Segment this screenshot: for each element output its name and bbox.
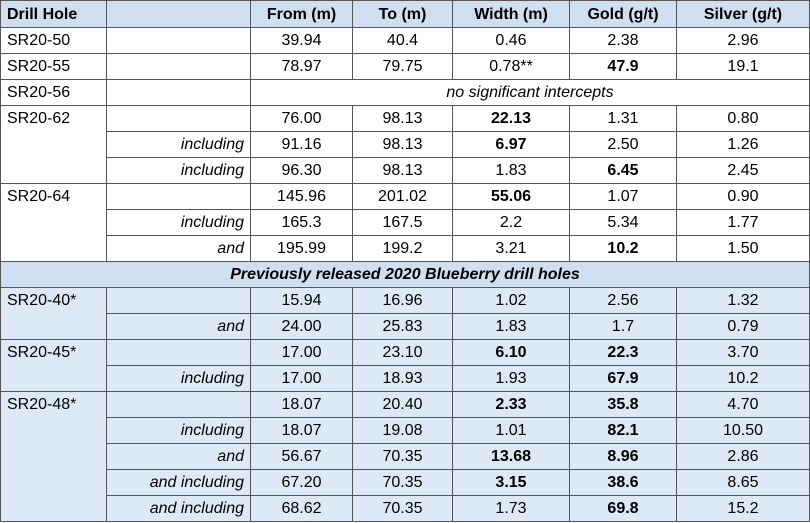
drill-hole-cell: SR20-62: [1, 106, 107, 184]
silver-cell: 10.50: [677, 418, 810, 444]
silver-cell: 2.45: [677, 158, 810, 184]
header-drill-hole: Drill Hole: [1, 1, 107, 28]
header-qualifier: [107, 1, 251, 28]
width-cell: 0.46: [453, 28, 570, 54]
gold-cell: 22.3: [570, 340, 677, 366]
qualifier-cell: including: [107, 418, 251, 444]
gold-cell: 2.56: [570, 288, 677, 314]
width-cell: 3.15: [453, 470, 570, 496]
gold-cell: 38.6: [570, 470, 677, 496]
gold-cell: 2.38: [570, 28, 677, 54]
table-row: [1, 80, 810, 106]
to-cell: 98.13: [353, 106, 453, 132]
to-cell: 98.13: [353, 158, 453, 184]
table-row: [1, 54, 810, 80]
qualifier-cell: [107, 80, 251, 106]
table-row: [1, 314, 810, 340]
from-cell: 165.3: [251, 210, 353, 236]
section-header-row: [1, 262, 810, 288]
section-title: Previously released 2020 Blueberry drill holes: [1, 262, 810, 288]
width-cell: 1.02: [453, 288, 570, 314]
qualifier-cell: [107, 392, 251, 418]
qualifier-cell: and including: [107, 496, 251, 522]
previous-results: [1, 288, 810, 522]
from-cell: 195.99: [251, 236, 353, 262]
width-cell: 13.68: [453, 444, 570, 470]
table-row: [1, 210, 810, 236]
from-cell: 67.20: [251, 470, 353, 496]
table-row: [1, 444, 810, 470]
drill-hole-cell: SR20-55: [1, 54, 107, 80]
table-row: [1, 106, 810, 132]
silver-cell: 15.2: [677, 496, 810, 522]
qualifier-cell: [107, 184, 251, 210]
gold-cell: 2.50: [570, 132, 677, 158]
silver-cell: 1.50: [677, 236, 810, 262]
table-row: [1, 288, 810, 314]
silver-cell: 1.26: [677, 132, 810, 158]
qualifier-cell: including: [107, 210, 251, 236]
width-cell: 1.73: [453, 496, 570, 522]
qualifier-cell: and: [107, 314, 251, 340]
from-cell: 91.16: [251, 132, 353, 158]
from-cell: 96.30: [251, 158, 353, 184]
qualifier-cell: [107, 288, 251, 314]
table-row: [1, 132, 810, 158]
qualifier-cell: [107, 54, 251, 80]
from-cell: 18.07: [251, 392, 353, 418]
silver-cell: 10.2: [677, 366, 810, 392]
width-cell: 2.33: [453, 392, 570, 418]
width-cell: 6.10: [453, 340, 570, 366]
header-silver: Silver (g/t): [677, 1, 810, 28]
silver-cell: 4.70: [677, 392, 810, 418]
drill-hole-cell: SR20-40*: [1, 288, 107, 340]
from-cell: 17.00: [251, 340, 353, 366]
table-row: [1, 366, 810, 392]
table-row: [1, 184, 810, 210]
from-cell: 24.00: [251, 314, 353, 340]
silver-cell: 1.32: [677, 288, 810, 314]
gold-cell: 8.96: [570, 444, 677, 470]
width-cell: 1.83: [453, 314, 570, 340]
width-cell: 2.2: [453, 210, 570, 236]
silver-cell: 0.80: [677, 106, 810, 132]
qualifier-cell: [107, 106, 251, 132]
qualifier-cell: including: [107, 158, 251, 184]
drill-hole-cell: SR20-50: [1, 28, 107, 54]
to-cell: 18.93: [353, 366, 453, 392]
gold-cell: 1.07: [570, 184, 677, 210]
from-cell: 39.94: [251, 28, 353, 54]
table-row: [1, 418, 810, 444]
silver-cell: 2.96: [677, 28, 810, 54]
gold-cell: 1.7: [570, 314, 677, 340]
table-row: [1, 470, 810, 496]
width-cell: 3.21: [453, 236, 570, 262]
table-row: [1, 496, 810, 522]
from-cell: 78.97: [251, 54, 353, 80]
table-row: [1, 28, 810, 54]
qualifier-cell: and: [107, 444, 251, 470]
header-to: To (m): [353, 1, 453, 28]
to-cell: 19.08: [353, 418, 453, 444]
to-cell: 199.2: [353, 236, 453, 262]
to-cell: 167.5: [353, 210, 453, 236]
qualifier-cell: and including: [107, 470, 251, 496]
drill-hole-cell: SR20-48*: [1, 392, 107, 522]
from-cell: 17.00: [251, 366, 353, 392]
header-width: Width (m): [453, 1, 570, 28]
gold-cell: 6.45: [570, 158, 677, 184]
qualifier-cell: and: [107, 236, 251, 262]
to-cell: 25.83: [353, 314, 453, 340]
silver-cell: 2.86: [677, 444, 810, 470]
table-row: [1, 236, 810, 262]
drill-hole-cell: SR20-64: [1, 184, 107, 262]
from-cell: 56.67: [251, 444, 353, 470]
qualifier-cell: including: [107, 366, 251, 392]
header-row: [1, 1, 810, 28]
width-cell: 1.83: [453, 158, 570, 184]
to-cell: 20.40: [353, 392, 453, 418]
silver-cell: 3.70: [677, 340, 810, 366]
qualifier-cell: [107, 28, 251, 54]
header-gold: Gold (g/t): [570, 1, 677, 28]
to-cell: 201.02: [353, 184, 453, 210]
gold-cell: 5.34: [570, 210, 677, 236]
no-intercepts-note: no significant intercepts: [251, 80, 810, 106]
to-cell: 98.13: [353, 132, 453, 158]
gold-cell: 67.9: [570, 366, 677, 392]
to-cell: 70.35: [353, 444, 453, 470]
width-cell: 55.06: [453, 184, 570, 210]
to-cell: 40.4: [353, 28, 453, 54]
to-cell: 70.35: [353, 470, 453, 496]
gold-cell: 10.2: [570, 236, 677, 262]
qualifier-cell: including: [107, 132, 251, 158]
silver-cell: 0.79: [677, 314, 810, 340]
silver-cell: 8.65: [677, 470, 810, 496]
table-row: [1, 340, 810, 366]
from-cell: 68.62: [251, 496, 353, 522]
table-row: [1, 158, 810, 184]
from-cell: 76.00: [251, 106, 353, 132]
gold-cell: 47.9: [570, 54, 677, 80]
silver-cell: 1.77: [677, 210, 810, 236]
to-cell: 23.10: [353, 340, 453, 366]
from-cell: 18.07: [251, 418, 353, 444]
qualifier-cell: [107, 340, 251, 366]
from-cell: 15.94: [251, 288, 353, 314]
width-cell: 1.01: [453, 418, 570, 444]
width-cell: 6.97: [453, 132, 570, 158]
from-cell: 145.96: [251, 184, 353, 210]
to-cell: 79.75: [353, 54, 453, 80]
gold-cell: 69.8: [570, 496, 677, 522]
silver-cell: 19.1: [677, 54, 810, 80]
table-row: [1, 392, 810, 418]
width-cell: 1.93: [453, 366, 570, 392]
to-cell: 70.35: [353, 496, 453, 522]
gold-cell: 1.31: [570, 106, 677, 132]
drill-hole-cell: SR20-56: [1, 80, 107, 106]
current-results: [1, 28, 810, 288]
width-cell: 0.78**: [453, 54, 570, 80]
drill-hole-cell: SR20-45*: [1, 340, 107, 392]
header-from: From (m): [251, 1, 353, 28]
silver-cell: 0.90: [677, 184, 810, 210]
to-cell: 16.96: [353, 288, 453, 314]
gold-cell: 35.8: [570, 392, 677, 418]
gold-cell: 82.1: [570, 418, 677, 444]
width-cell: 22.13: [453, 106, 570, 132]
